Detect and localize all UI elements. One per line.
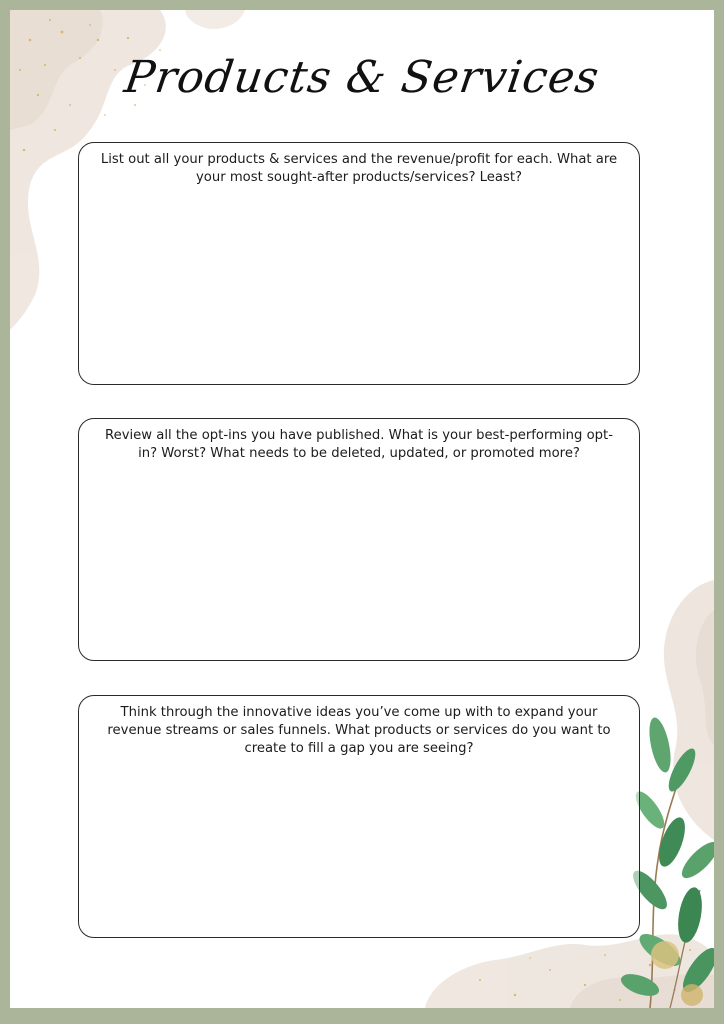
prompt-box-products[interactable] — [78, 142, 640, 385]
prompt-text: Think through the innovative ideas you’ve come up with to expand your revenue streams or sales funnels. What products or services do you want to create to fill a gap you are seeing? — [107, 705, 611, 756]
prompt-text: List out all your products & services and the revenue/profit for each. What are your most sought-after products/services? Least? — [100, 152, 618, 185]
page-title: Products & Services — [121, 52, 603, 103]
prompt-box-innovative-ideas[interactable] — [78, 695, 640, 938]
prompt-box-opt-ins[interactable] — [78, 418, 640, 661]
worksheet-page — [10, 10, 714, 1008]
prompt-text: Review all the opt-ins you have published. What is your best-performing opt-in? Worst? What needs to be deleted, updated, or promoted more? — [105, 428, 613, 461]
